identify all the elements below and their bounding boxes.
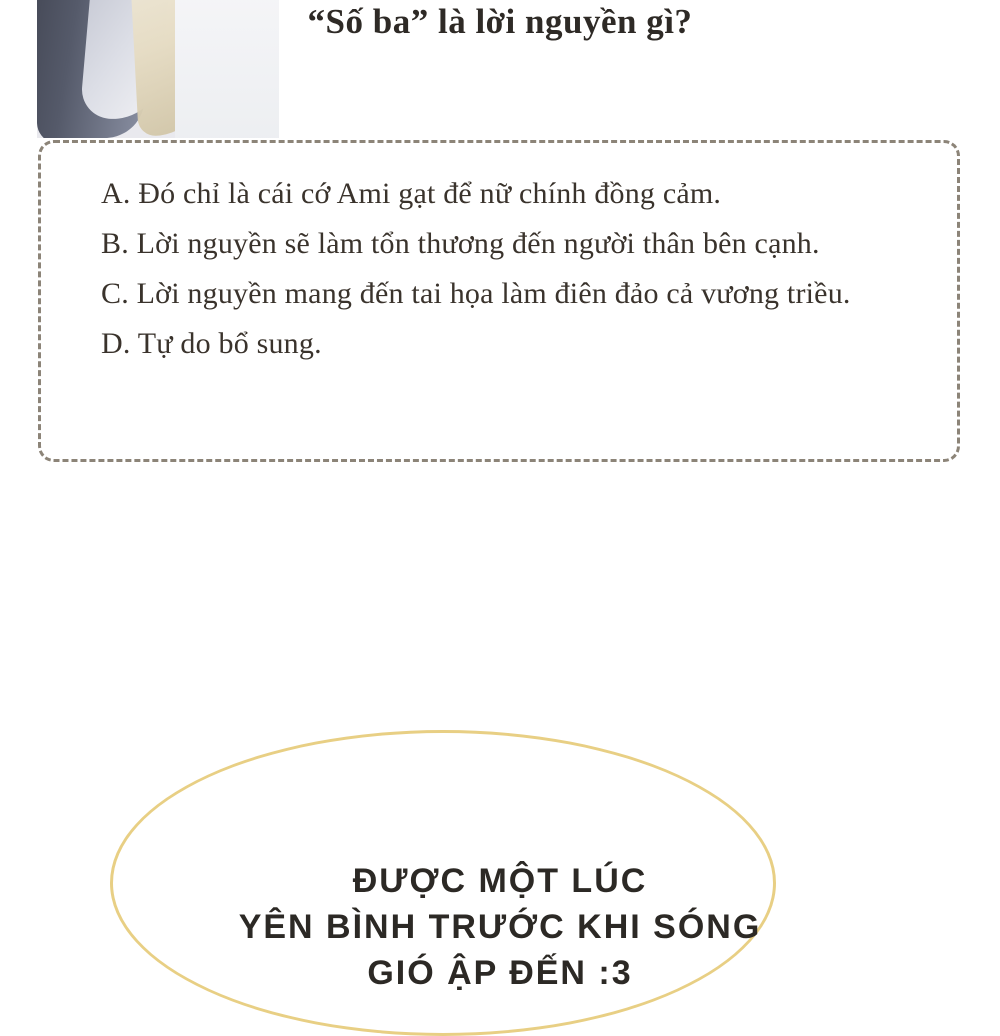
answer-options-box	[38, 140, 960, 462]
caption-line-2: YÊN BÌNH TRƯỚC KHI SÓNG	[238, 908, 762, 946]
answer-option-d: D. Tự do bổ sung.	[101, 327, 322, 360]
question-title: “Số ba” là lời nguyền gì?	[307, 2, 693, 41]
bottom-caption	[0, 858, 1000, 996]
caption-line-3: GIÓ ẬP ĐẾN :3	[367, 954, 633, 992]
answer-option-b: B. Lời nguyền sẽ làm tổn thương đến người thân bên cạnh.	[101, 227, 820, 260]
answer-option-a: A. Đó chỉ là cái cớ Ami gạt để nữ chính đồng cảm.	[101, 177, 722, 210]
answer-option-c: C. Lời nguyền mang đến tai họa làm điên đảo cả vương triều.	[101, 277, 851, 310]
caption-line-1: ĐƯỢC MỘT LÚC	[352, 862, 648, 900]
